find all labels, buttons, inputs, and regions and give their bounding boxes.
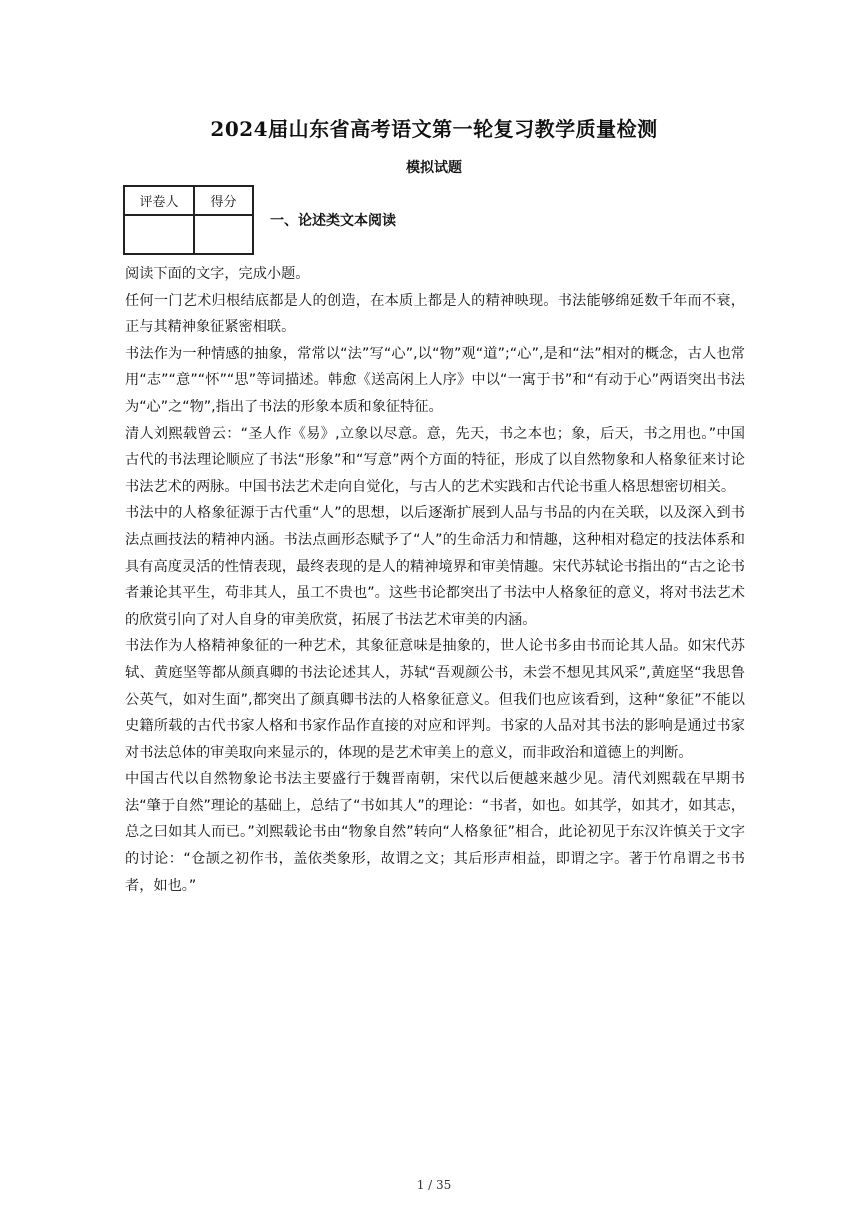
grader-header: 评卷人 xyxy=(124,186,194,215)
score-cell xyxy=(194,215,253,254)
section-heading: 一、论述类文本阅读 xyxy=(270,213,396,229)
paragraph: 书法中的人格象征源于古代重“人”的思想，以后逐渐扩展到人品与书品的内在关联，以及深入到书法点画技法的精神内涵。书法点画形态赋予了“人”的生命活力和情趣，这种相对稳定的技法体系和具有高度灵活的性情表现，最终表现的是人的精神境界和审美情趣。宋代苏轼论书指出的“古之论书者兼论其平生，苟非其人，虽工不贵也”。这些书论都突出了书法中人格象征的意义，将对书法艺术的欣赏引向了对人自身的审美欣赏，拓展了书法艺术审美的内涵。 xyxy=(125,505,745,628)
paragraph: 中国古代以自然物象论书法主要盛行于魏晋南朝，宋代以后便越来越少见。清代刘熙载在早期书法“肇于自然”理论的基础上，总结了“书如其人”的理论：“书者，如也。如其学，如其才，如其志，总之曰如其人而已。”刘熙载论书由“物象自然”转向“人格象征”相合，此论初见于东汉许慎关于文字的讨论：“仓颉之初作书，盖依类象形，故谓之文；其后形声相益，即谓之字。著于竹帛谓之书书者，如也。” xyxy=(125,771,745,894)
paragraph: 书法作为一种情感的抽象，常常以“法”写“心”,以“物”观“道”;“心”,是和“法”相对的概念，古人也常用“志”“意”“怀”“思”等词描述。韩愈《送高闲上人序》中以“一寓于书”和“有动于心”两语突出书法为“心”之“物”,指出了书法的形象本质和象征特征。 xyxy=(125,345,745,415)
paragraph: 清人刘熙载曾云：“圣人作《易》,立象以尽意。意，先天，书之本也；象，后天，书之用也。”中国古代的书法理论顺应了书法“形象”和“写意”两个方面的特征，形成了以自然物象和人格象征来讨论书法艺术的两脉。中国书法艺术走向自觉化，与古人的艺术实践和古代论书重人格思想密切相关。 xyxy=(125,425,745,495)
page-number: 1 / 35 xyxy=(416,1178,452,1192)
paragraph: 任何一门艺术归根结底都是人的创造，在本质上都是人的精神映现。书法能够绵延数千年而不衰，正与其精神象征紧密相联。 xyxy=(125,292,745,336)
document-subtitle: 模拟试题 xyxy=(406,160,462,176)
grader-cell xyxy=(124,215,194,254)
paragraph-instruction: 阅读下面的文字，完成小题。 xyxy=(125,266,310,282)
score-header: 得分 xyxy=(194,186,253,215)
document-title: 2024届山东省高考语文第一轮复习教学质量检测 xyxy=(210,117,658,141)
body-text xyxy=(125,261,745,899)
paragraph: 书法作为人格精神象征的一种艺术，其象征意味是抽象的，世人论书多由书而论其人品。如宋代苏轼、黄庭坚等都从颜真卿的书法论述其人，苏轼“吾观颜公书，未尝不想见其风采”,黄庭坚“我思鲁公英气，如对生面”,都突出了颜真卿书法的人格象征意义。但我们也应该看到，这种“象征”不能以史籍所载的古代书家人格和书家作品作直接的对应和评判。书家的人品对其书法的影响是通过书家对书法总体的审美取向来显示的，体现的是艺术审美上的意义，而非政治和道德上的判断。 xyxy=(125,638,745,761)
score-table xyxy=(123,185,254,255)
